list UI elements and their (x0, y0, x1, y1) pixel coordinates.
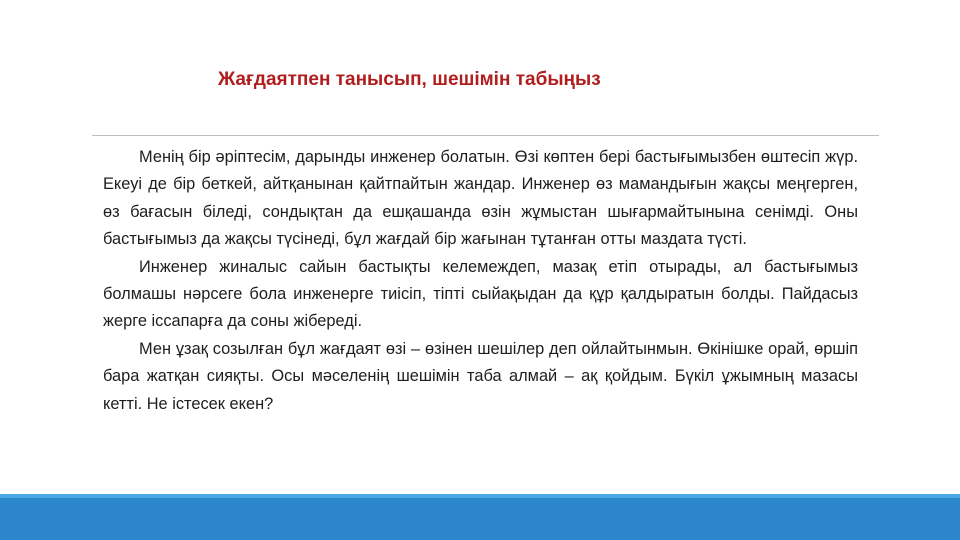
footer-bar (0, 494, 960, 540)
footer-accent-line (0, 494, 960, 498)
paragraph: Инженер жиналыс сайын бастықты келемеждеп, мазақ етіп отырады, ал бастығымыз болмашы нәрсеге бола инженерге тиісіп, тіпті сыйақыдан да құр қалдыратын болды. Пайдасыз жерге іссапарға да соны жібереді. (103, 257, 858, 331)
slide-title: Жағдаятпен танысып, шешімін табыңыз (218, 69, 601, 90)
body-text (103, 144, 858, 418)
paragraph: Менің бір әріптесім, дарынды инженер болатын. Өзі көптен бері бастығымызбен өштесіп жүр. Екеуі де бір беткей, айтқанынан қайтпайтын жандар. Инженер өз мамандығын жақсы меңгерген, өз бағасын біледі, сондықтан да ешқашанда өзін жұмыстан шығармайтынына сенімді. Оны бастығымыз да жақсы түсінеді, бұл жағдай бір жағынан тұтанған отты маздата түсті. (103, 148, 858, 249)
title-divider (92, 135, 879, 136)
paragraph: Мен ұзақ созылған бұл жағдаят өзі – өзінен шешілер деп ойлайтынмын. Өкінішке орай, өршіп бара жатқан сияқты. Осы мәселенің шешімін таба алмай – ақ қойдым. Бүкіл ұжымның мазасы кетті. Не істесек екен? (103, 339, 858, 413)
